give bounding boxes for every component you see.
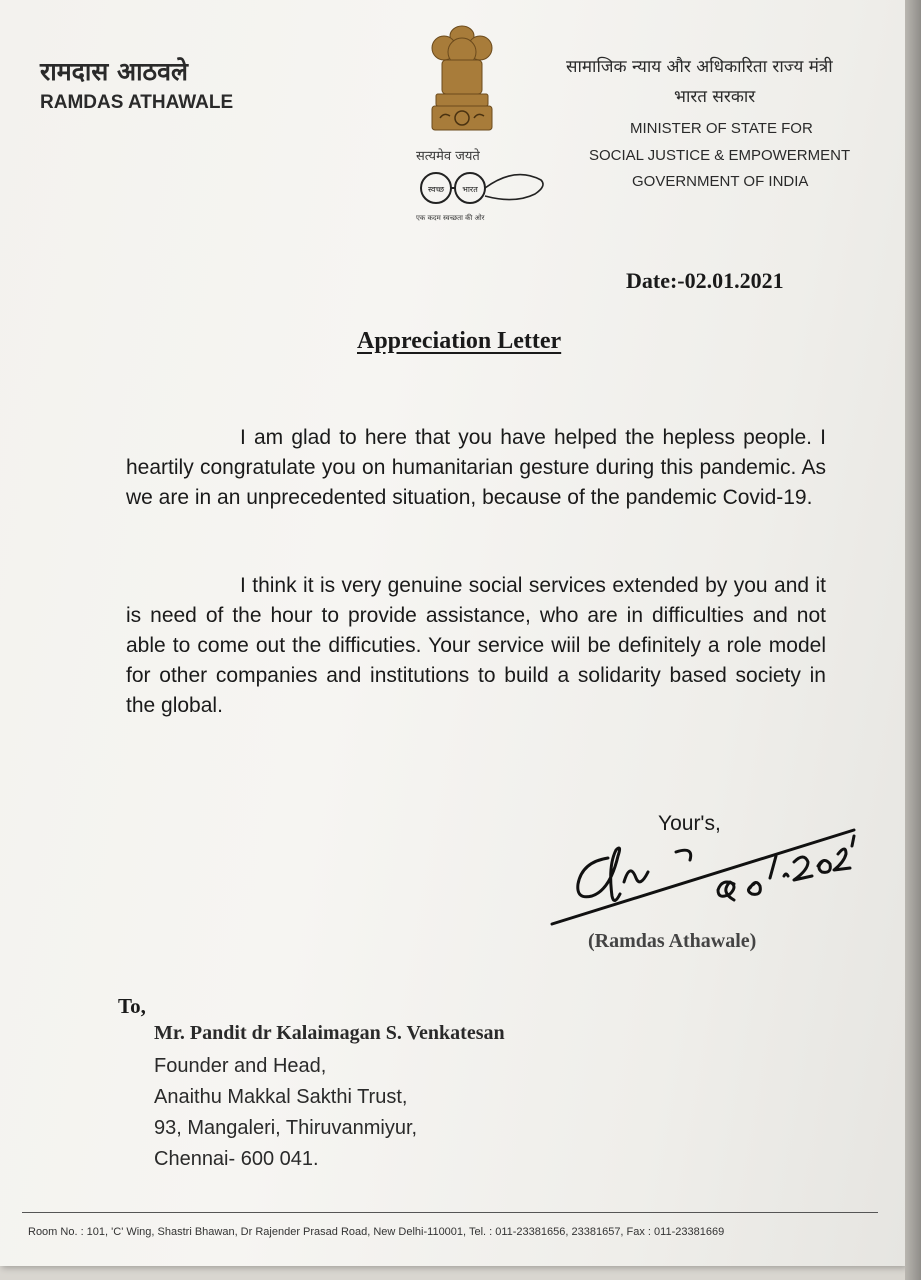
body-paragraph-1-text: I am glad to here that you have helped the hepless people. I heartily congratulate you on humanitarian gesture during this pandemic. As we are in an unprecedented situation, because of the pandemic Covid-19.	[126, 426, 826, 509]
signatory-name: (Ramdas Athawale)	[588, 930, 757, 952]
national-emblem-icon	[418, 22, 506, 140]
recipient-address-line1: 93, Mangaleri, Thiruvanmiyur,	[154, 1117, 418, 1139]
government-hindi: भारत सरकार	[674, 87, 756, 107]
footer-divider	[22, 1212, 878, 1213]
sender-name-english: RAMDAS ATHAWALE	[40, 92, 234, 113]
letter-title: Appreciation Letter	[357, 328, 562, 354]
closing: Your's,	[658, 812, 721, 835]
body-paragraph-2	[126, 571, 826, 721]
footer-address: Room No. : 101, 'C' Wing, Shastri Bhawan, Dr Rajender Prasad Road, New Delhi-110001, Tel. : 011-23381656, 23381657, Fax : 011-23381669	[28, 1226, 725, 1238]
to-label: To,	[118, 994, 146, 1018]
ministry-title-line1: MINISTER OF STATE FOR	[630, 120, 813, 137]
handwritten-signature	[548, 822, 858, 940]
body-paragraph-1	[126, 423, 826, 513]
letter-date: Date:-02.01.2021	[626, 268, 784, 293]
recipient-address-line2: Chennai- 600 041.	[154, 1148, 319, 1170]
swachh-tagline: एक कदम स्वच्छता की ओर	[416, 214, 485, 222]
body-paragraph-2-text: I think it is very genuine social services extended by you and it is need of the hour to provide assistance, who are in difficulties and not able to come out the difficuties. Your service wiil be definitely a role model for other companies and institutions to build a solidarity based society in the global.	[126, 574, 826, 717]
swachh-logo-right-text: भारत	[462, 185, 478, 194]
recipient-title: Founder and Head,	[154, 1055, 327, 1077]
ministry-title-line2: SOCIAL JUSTICE & EMPOWERMENT	[589, 147, 851, 164]
page-edge-shadow	[905, 0, 921, 1280]
ministry-title-hindi: सामाजिक न्याय और अधिकारिता राज्य मंत्री	[566, 57, 833, 77]
recipient-name: Mr. Pandit dr Kalaimagan S. Venkatesan	[154, 1022, 505, 1044]
swachh-logo-left-text: स्वच्छ	[427, 185, 445, 194]
recipient-organization: Anaithu Makkal Sakthi Trust,	[154, 1086, 408, 1108]
ministry-title-line3: GOVERNMENT OF INDIA	[632, 173, 809, 190]
sender-name-hindi: रामदास आठवले	[40, 57, 188, 86]
emblem-motto: सत्यमेव जयते	[416, 149, 480, 164]
